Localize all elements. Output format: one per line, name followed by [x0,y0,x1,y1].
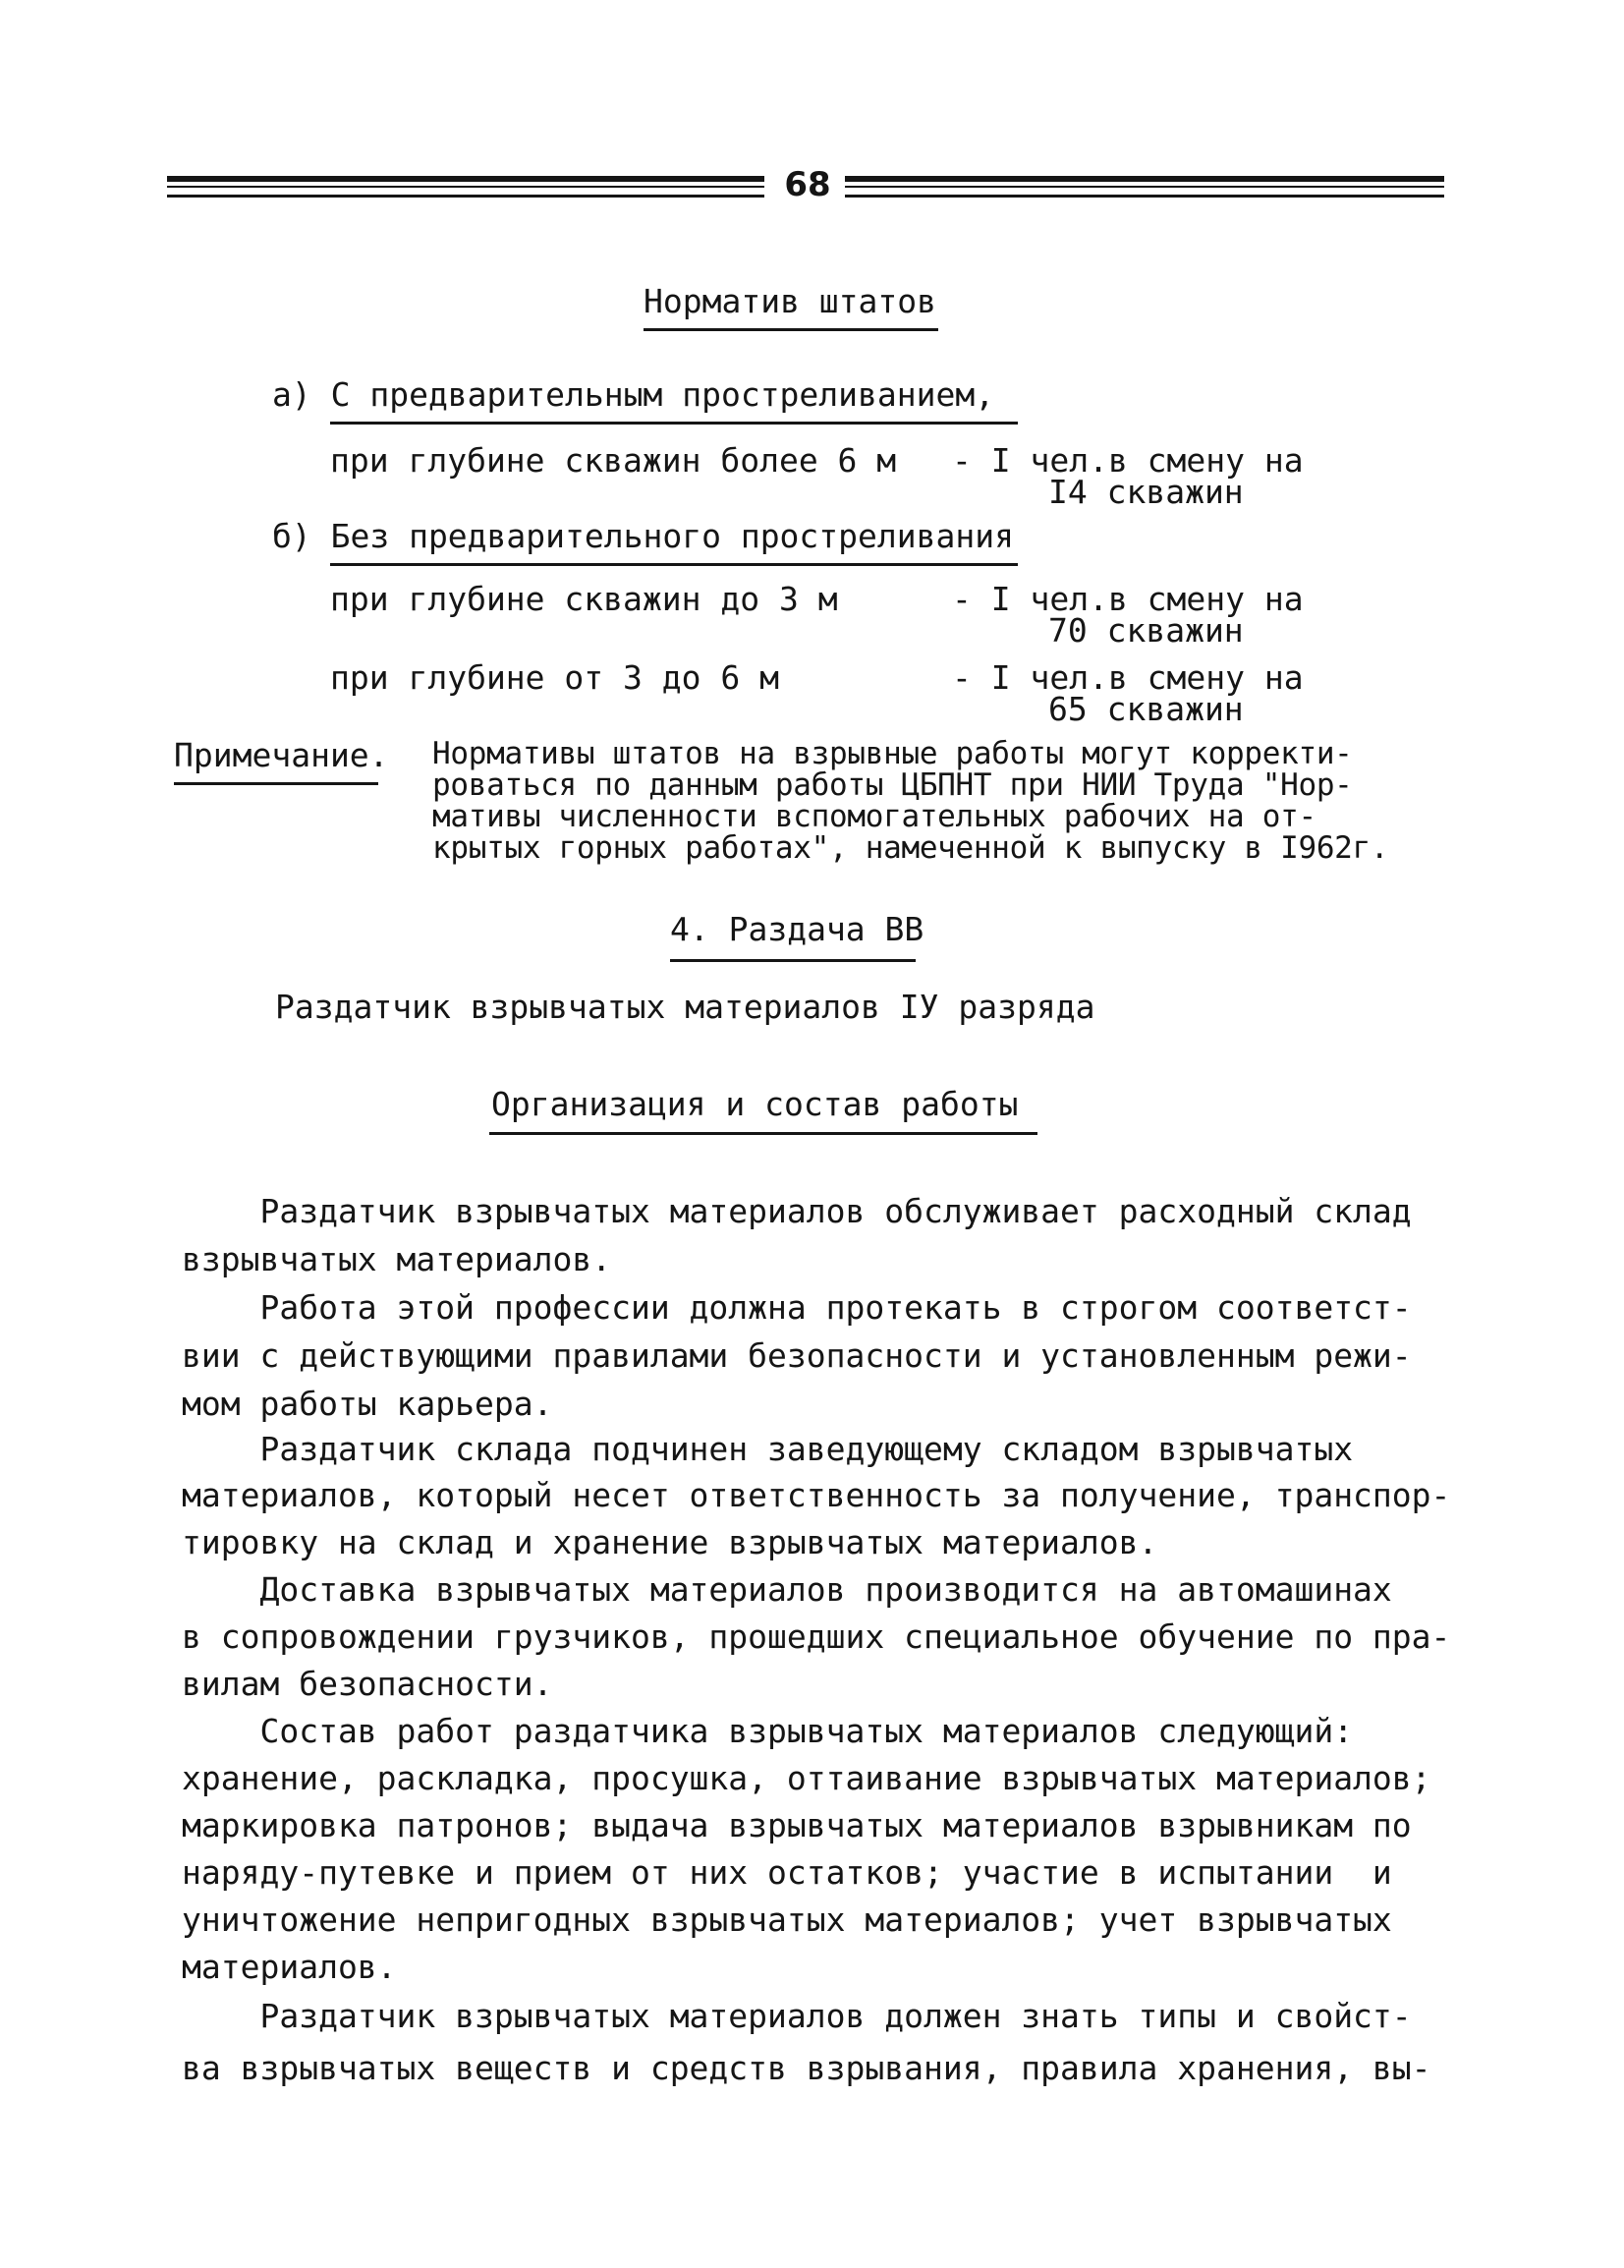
note-line: крытых горных работах", намеченной к выпуску в I962г. [432,830,1389,866]
body-line: вилам безопасности. [182,1665,553,1703]
section-subtitle: Организация и состав работы [491,1085,1019,1123]
page-header [167,165,1444,204]
body-line: Раздатчик взрывчатых материалов должен знать типы и свойст- [182,1997,1412,2035]
body-line: Раздатчик взрывчатых материалов обслуживает расходный склад [182,1192,1412,1230]
header-rule-left [167,176,764,198]
option-b-row2-norm: - I чел.в смену на [952,658,1304,697]
body-line: материалов, который несет ответственность за получение, транспор- [182,1476,1451,1514]
note-line: Нормативы штатов на взрывные работы могут корректи- [432,736,1353,771]
option-a-underline [330,422,1018,425]
body-line: тировку на склад и хранение взрывчатых материалов. [182,1523,1158,1561]
option-b-row2-condition: при глубине от 3 до 6 м [330,658,779,697]
body-line: в сопровождении грузчиков, прошедших специальное обучение по пра- [182,1617,1451,1656]
header-rule-right [845,176,1444,198]
note-line: роваться по данным работы ЦБПНТ при НИИ Труда "Нор- [432,767,1353,803]
body-line: вии с действующими правилами безопасности и установленным режи- [182,1336,1412,1375]
body-line: взрывчатых материалов. [182,1240,612,1278]
section-title-underline [670,959,916,962]
note-label-underline [174,782,378,785]
section-subtitle-underline [489,1132,1037,1135]
option-b-label: б) Без предварительного простреливания [272,517,1014,555]
note-line: мативы численности вспомогательных рабочих на от- [432,799,1316,834]
option-b-row1-norm: - I чел.в смену на [952,580,1304,618]
page-number: 68 [784,165,831,204]
staff-norm-heading: Норматив штатов [644,282,937,320]
option-b-row1-condition: при глубине скважин до 3 м [330,580,838,618]
body-line: Доставка взрывчатых материалов производится на автомашинах [182,1570,1392,1609]
body-line: наряду-путевке и прием от них остатков; участие в испытании и [182,1853,1392,1892]
section-title: 4. Раздача ВВ [670,910,924,948]
body-line: хранение, раскладка, просушка, оттаивание взрывчатых материалов; [182,1759,1431,1797]
body-line: Работа этой профессии должна протекать в строгом соответст- [182,1288,1412,1327]
option-a-norm: - I чел.в смену на [952,441,1304,480]
option-a-count: I4 скважин [1048,473,1244,511]
option-b-underline [330,563,1018,566]
body-line: маркировка патронов; выдача взрывчатых материалов взрывникам по [182,1806,1412,1844]
body-line: материалов. [182,1948,397,1986]
option-a-label: а) С предварительным простреливанием, [272,375,995,414]
body-line: Раздатчик склада подчинен заведующему складом взрывчатых [182,1430,1354,1468]
body-line: ва взрывчатых веществ и средств взрывания, правила хранения, вы- [182,2049,1431,2087]
note-label: Примечание. [174,736,389,774]
option-b-row2-count: 65 скважин [1048,690,1244,728]
body-line: мом работы карьера. [182,1385,553,1423]
option-a-condition: при глубине скважин более 6 м [330,441,897,480]
staff-norm-heading-underline [644,328,938,331]
body-line: Состав работ раздатчика взрывчатых материалов следующий: [182,1712,1354,1750]
profession-title: Раздатчик взрывчатых материалов IУ разряда [275,988,1095,1026]
body-line: уничтожение непригодных взрывчатых материалов; учет взрывчатых [182,1900,1392,1939]
option-b-row1-count: 70 скважин [1048,611,1244,650]
